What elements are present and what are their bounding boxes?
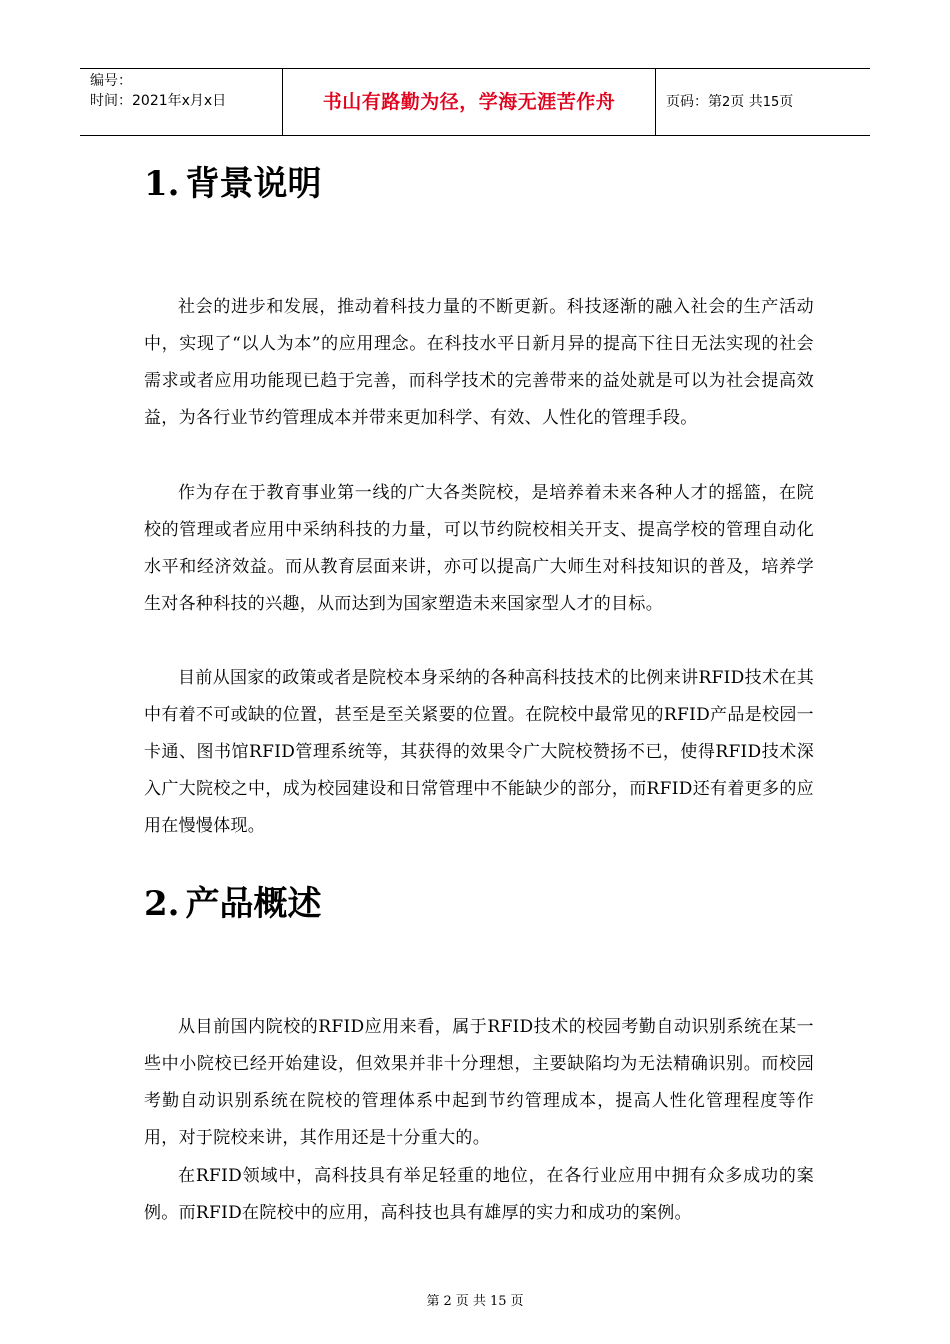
header-page-info	[656, 69, 870, 135]
section-heading-1	[144, 164, 322, 204]
section-title: 产品概述	[185, 884, 322, 924]
document-time-label: 时间：2021年x月x日	[90, 93, 227, 109]
header-motto: 书山有路勤为径，学海无涯苦作舟	[282, 69, 656, 135]
footer-page-total: 15	[489, 1294, 507, 1309]
footer-prefix: 第	[426, 1294, 440, 1309]
section-number: 1.	[144, 164, 180, 204]
paragraph: 作为存在于教育事业第一线的广大各类院校，是培养着未来各种人才的摇篮，在院校的管理或者应用中采纳科技的力量，可以节约院校相关开支、提高学校的管理自动化水平和经济效益。而从教育层面来讲，亦可以提高广大师生对科技知识的普及，培养学生对各种科技的兴趣，从而达到为国家塑造未来国家型人才的目标。	[144, 483, 814, 614]
section-heading-2	[144, 884, 322, 924]
paragraph: 社会的进步和发展，推动着科技力量的不断更新。科技逐渐的融入社会的生产活动中，实现了“以人为本”的应用理念。在科技水平日新月异的提高下往日无法实现的社会需求或者应用功能现已趋于完善，而科学技术的完善带来的益处就是可以为社会提高效益，为各行业节约管理成本并带来更加科学、有效、人性化的管理手段。	[144, 297, 814, 428]
header-page-current: 2	[722, 95, 731, 110]
document-number-label: 编号：	[90, 73, 132, 89]
header-page-mid: 页 共	[730, 94, 763, 110]
footer-page-current: 2	[443, 1294, 452, 1309]
paragraph: 从目前国内院校的RFID应用来看，属于RFID技术的校园考勤自动识别系统在某一些中小院校已经开始建设，但效果并非十分理想，主要缺陷均为无法精确识别。而校园考勤自动识别系统在院校的管理体系中起到节约管理成本，提高人性化管理程度等作用，对于院校来讲，其作用还是十分重大的。	[144, 1017, 814, 1148]
header-page-suffix: 页	[779, 94, 794, 110]
page-footer	[0, 1292, 950, 1312]
paragraph: 目前从国家的政策或者是院校本身采纳的各种高科技技术的比例来讲RFID技术在其中有着不可或缺的位置，甚至是至关紧要的位置。在院校中最常见的RFID产品是校园一卡通、图书馆RFID管理系统等，其获得的效果令广大院校赞扬不已，使得RFID技术深入广大院校之中，成为校园建设和日常管理中不能缺少的部分，而RFID还有着更多的应用在慢慢体现。	[144, 668, 814, 836]
section-number: 2.	[144, 884, 180, 924]
footer-suffix: 页	[510, 1294, 524, 1309]
header-page-prefix: 页码：第	[666, 94, 722, 110]
paragraph: 在RFID领域中，高科技具有举足轻重的地位，在各行业应用中拥有众多成功的案例。而RFID在院校中的应用，高科技也具有雄厚的实力和成功的案例。	[144, 1166, 814, 1223]
header-page-total: 15	[762, 95, 780, 110]
header-meta	[80, 69, 282, 135]
section-title: 背景说明	[185, 164, 322, 204]
footer-mid: 页 共	[455, 1294, 486, 1309]
page-header	[80, 68, 870, 136]
